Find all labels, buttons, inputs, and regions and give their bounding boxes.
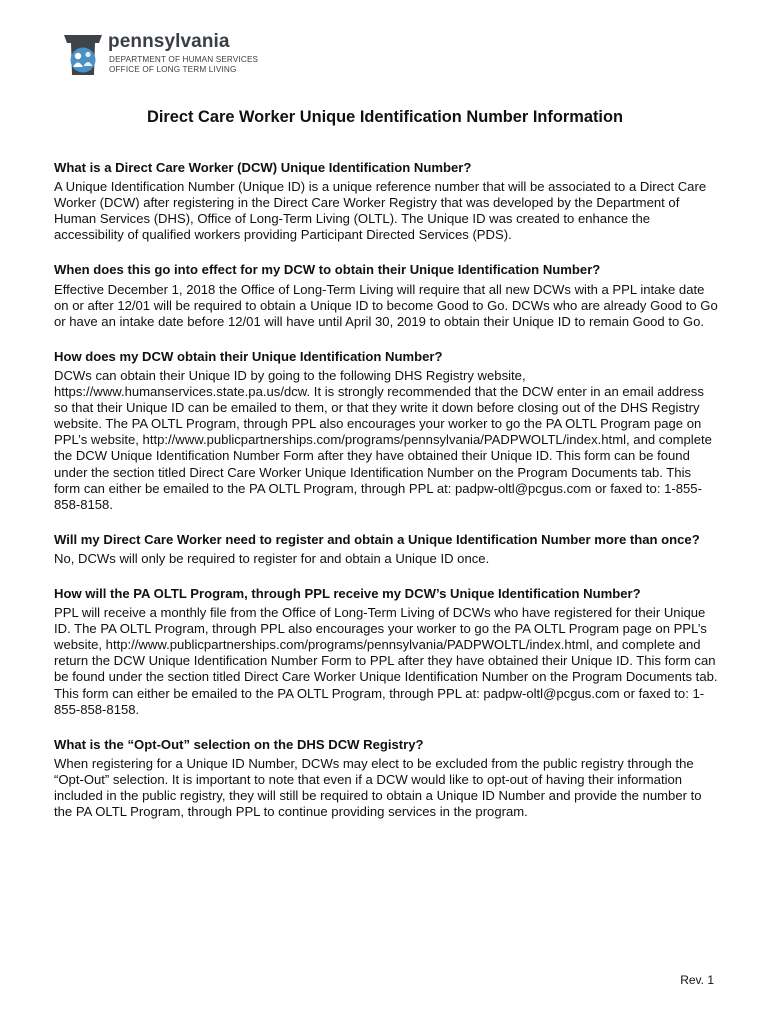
page-title: Direct Care Worker Unique Identification Number Information: [146, 108, 623, 126]
faq-item: [54, 262, 720, 329]
faq-question: What is a Direct Care Worker (DCW) Unique Identification Number?: [54, 160, 472, 175]
faq-item: [54, 349, 720, 513]
logo-department: DEPARTMENT OF HUMAN SERVICES: [109, 55, 259, 64]
faq-question: What is the “Opt-Out” selection on the DHS DCW Registry?: [54, 736, 424, 752]
keystone-family-icon: [61, 33, 105, 77]
pa-dhs-logo: [61, 33, 281, 79]
faq-item: [54, 532, 720, 567]
faq-answer: When registering for a Unique ID Number, DCWs may elect to be excluded from the public registry through the “Opt-Out” selection. It is important to note that even if a DCW would like to opt-out of having their information included in the public registry, they will still be required to obtain a Unique ID Number and provide the number to the PA OLTL Program, through PPL to continue providing services in the program.: [54, 755, 702, 820]
faq-item: [54, 737, 720, 820]
logo-name: pennsylvania: [108, 31, 230, 52]
faq-answer: A Unique Identification Number (Unique ID) is a unique reference number that will be associated to a Direct Care Worker (DCW) after registering in the Direct Care Worker Registry that was developed by the Department of Human Services (DHS), Office of Long-Term Living (OLTL). The Unique ID was created to enhance the accessibility of qualified workers providing Participant Directed Services (PDS).: [54, 179, 707, 243]
faq-item: [54, 586, 720, 718]
faq-answer: PPL will receive a monthly file from the Office of Long-Term Living of DCWs who have registered for their Unique ID. The PA OLTL Program, through PPL also encourages your worker to go the PA OLTL Program page on PPL’s website, http://www.publicpartnerships.com/programs/pennsylvania/PADPWOLTL/index.html, and complete and return the DCW Unique Identification Number Form to PPL after they have obtained their Unique ID. This form can be found under the section titled Direct Care Worker Unique Identification Number on the Program Documents tab. This form can either be emailed to the PA OLTL Program, through PPL at: padpw-oltl@pcgus.com or faxed to: 1-855-858-8158.: [54, 605, 718, 717]
faq-question: How does my DCW obtain their Unique Identification Number?: [54, 348, 443, 364]
faq-list: [54, 160, 720, 839]
logo-office: OFFICE OF LONG TERM LIVING: [109, 65, 237, 74]
faq-answer: No, DCWs will only be required to register for and obtain a Unique ID once.: [54, 550, 490, 566]
faq-question: When does this go into effect for my DCW to obtain their Unique Identification Number?: [54, 262, 601, 278]
faq-answer: DCWs can obtain their Unique ID by going to the following DHS Registry website, https://www.humanservices.state.pa.us/dcw. It is strongly recommended that the DCW enter in an email address so that their Unique ID can be emailed to them, or that they write it down before closing out of the DHS Registry website. The PA OLTL Program, through PPL also encourages your worker to go the PA OLTL Program page on PPL’s website, http://www.publicpartnerships.com/programs/pennsylvania/PADPWOLTL/index.html, and complete the DCW Unique Identification Number Form after they have obtained their Unique ID. This form can be found under the section titled Direct Care Worker Unique Identification Number on the Program Documents tab. This form can either be emailed to the PA OLTL Program, through PPL at: padpw-oltl@pcgus.com or faxed to: 1-855-858-8158.: [54, 367, 712, 512]
faq-answer: Effective December 1, 2018 the Office of Long-Term Living will require that all new DCWs with a PPL intake date on or after 12/01 will be required to obtain a Unique ID to become Good to Go. DCWs who are already Good to Go or have an intake date before 12/01 will have until April 30, 2019 to obtain their Unique ID to remain Good to Go.: [54, 281, 718, 329]
faq-item: [54, 160, 720, 243]
revision-label: Rev. 1: [680, 973, 714, 987]
faq-question: Will my Direct Care Worker need to register and obtain a Unique Identification Number more than once?: [54, 531, 700, 547]
faq-question: How will the PA OLTL Program, through PPL receive my DCW’s Unique Identification Number?: [54, 585, 641, 601]
